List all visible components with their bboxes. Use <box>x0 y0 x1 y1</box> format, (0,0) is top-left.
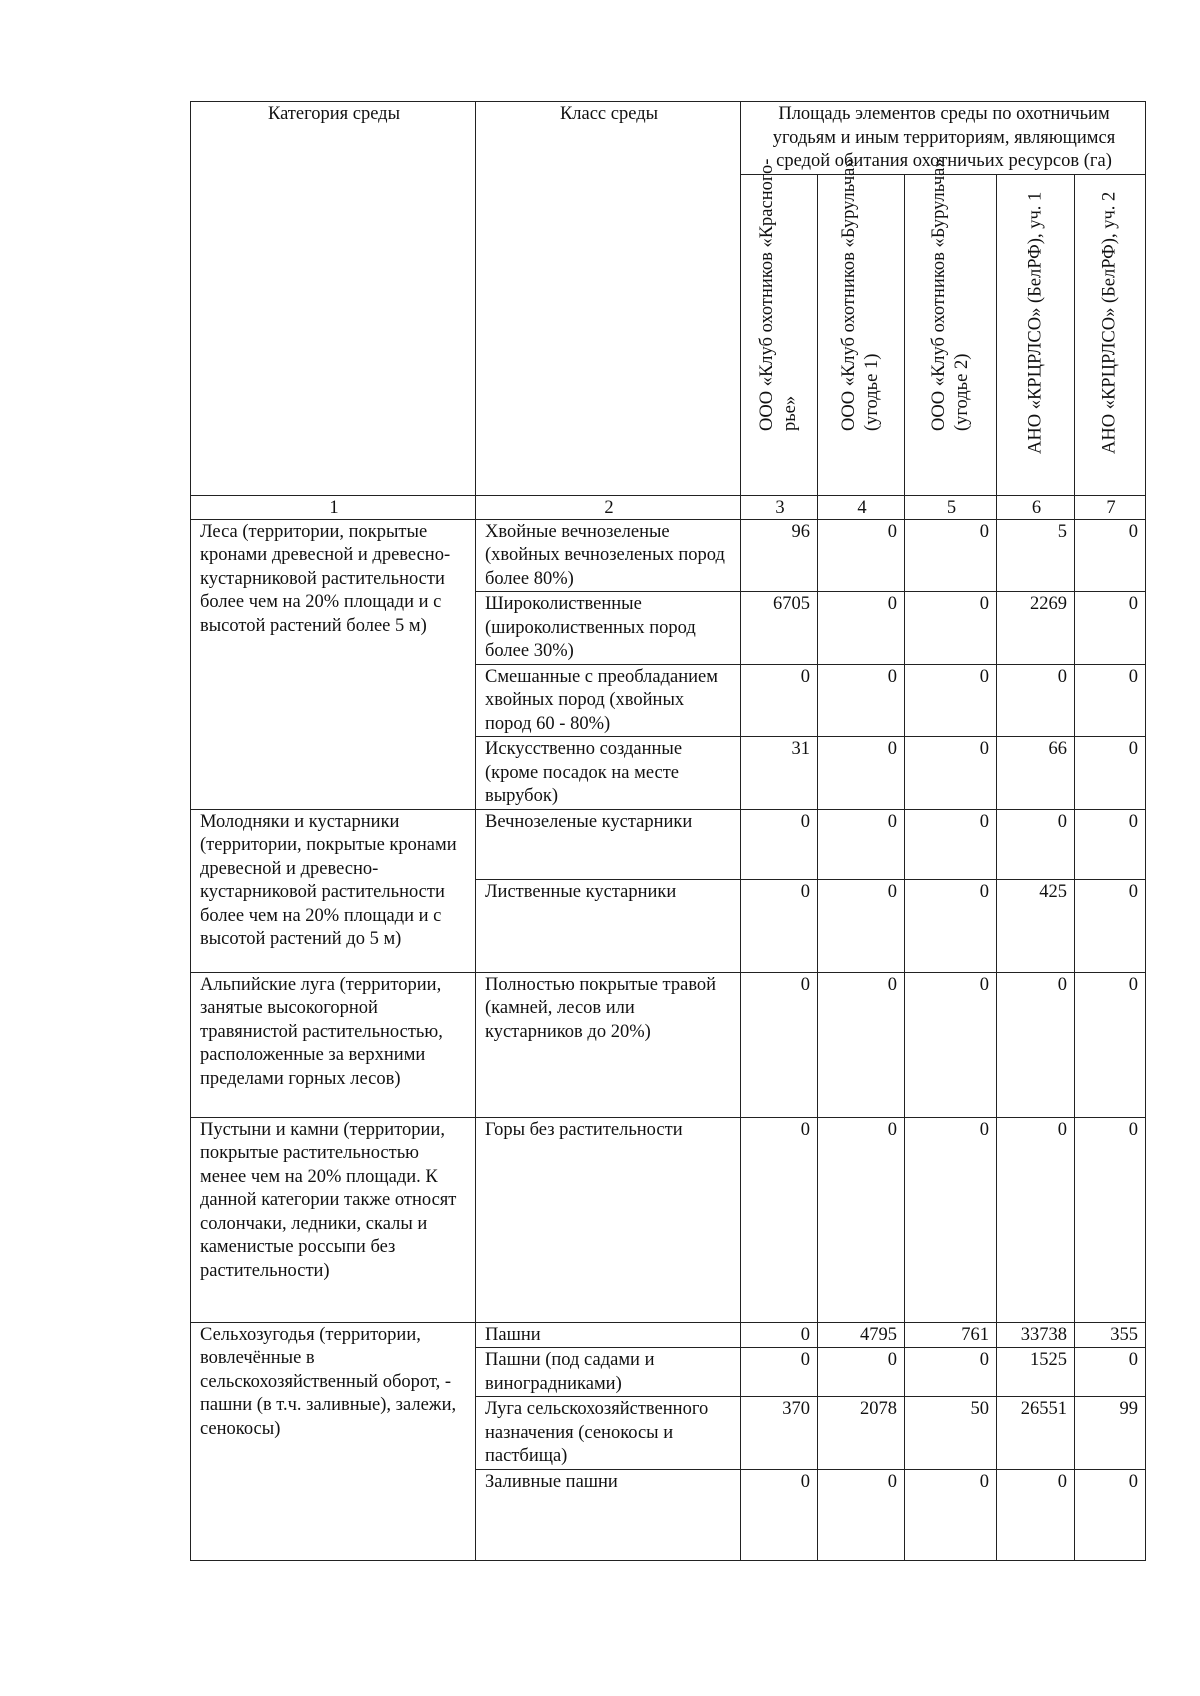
value-cell: 0 <box>1075 592 1146 665</box>
value-cell: 5 <box>997 519 1075 592</box>
value-cell: 0 <box>818 737 905 810</box>
value-cell: 1525 <box>997 1348 1075 1397</box>
column-index: 7 <box>1075 495 1146 519</box>
value-cell: 0 <box>997 1469 1075 1560</box>
class-cell: Пашни <box>476 1322 741 1348</box>
value-cell: 0 <box>818 1469 905 1560</box>
value-cell: 0 <box>1075 879 1146 972</box>
class-cell: Смешанные с преобладанием хвойных пород (хвойных пород 60 - 80%) <box>476 664 741 737</box>
value-cell: 0 <box>905 809 997 879</box>
value-cell: 0 <box>1075 972 1146 1117</box>
value-cell: 0 <box>905 879 997 972</box>
category-cell: Молодняки и кустарники (территории, покрытые кронами древесной и древесно-кустарниковой растительности более чем на 20% площади и с высотой растений до 5 м) <box>191 809 476 972</box>
column-index: 6 <box>997 495 1075 519</box>
class-cell: Лиственные кустарники <box>476 879 741 972</box>
header-row <box>191 102 1146 175</box>
value-cell: 0 <box>818 664 905 737</box>
column-header: ООО «Клуб охотников «Красного-рье» <box>741 174 818 495</box>
value-cell: 355 <box>1075 1322 1146 1348</box>
value-cell: 0 <box>741 664 818 737</box>
class-cell: Пашни (под садами и виноградниками) <box>476 1348 741 1397</box>
value-cell: 66 <box>997 737 1075 810</box>
table-row <box>191 972 1146 1117</box>
table-row <box>191 519 1146 592</box>
class-header: Класс среды <box>476 102 741 496</box>
value-cell: 0 <box>905 737 997 810</box>
column-index: 1 <box>191 495 476 519</box>
value-cell: 0 <box>818 519 905 592</box>
value-cell: 0 <box>741 1322 818 1348</box>
column-index: 2 <box>476 495 741 519</box>
value-cell: 0 <box>905 592 997 665</box>
value-cell: 2269 <box>997 592 1075 665</box>
column-index: 5 <box>905 495 997 519</box>
value-cell: 0 <box>1075 1117 1146 1322</box>
value-cell: 370 <box>741 1397 818 1470</box>
habitat-area-table <box>190 101 1146 1561</box>
class-cell: Луга сельскохозяйственного назначения (сенокосы и пастбища) <box>476 1397 741 1470</box>
class-cell: Заливные пашни <box>476 1469 741 1560</box>
value-cell: 33738 <box>997 1322 1075 1348</box>
category-cell: Альпийские луга (территории, занятые высокогорной травянистой растительностью, расположенные за верхними пределами горных лесов) <box>191 972 476 1117</box>
class-cell: Хвойные вечнозеленые (хвойных вечнозеленых пород более 80%) <box>476 519 741 592</box>
column-index: 3 <box>741 495 818 519</box>
value-cell: 99 <box>1075 1397 1146 1470</box>
value-cell: 0 <box>1075 664 1146 737</box>
class-cell: Широколиственные (широколиственных пород более 30%) <box>476 592 741 665</box>
table-row <box>191 1117 1146 1322</box>
value-cell: 96 <box>741 519 818 592</box>
value-cell: 31 <box>741 737 818 810</box>
value-cell: 0 <box>741 1348 818 1397</box>
value-cell: 0 <box>818 592 905 665</box>
value-cell: 0 <box>741 879 818 972</box>
value-cell: 50 <box>905 1397 997 1470</box>
category-header: Категория среды <box>191 102 476 496</box>
value-cell: 0 <box>997 664 1075 737</box>
value-cell: 0 <box>905 972 997 1117</box>
area-group-header: Площадь элементов среды по охотничьим угодьям и иным территориям, являющимся средой обитания охотничьих ресурсов (га) <box>741 102 1146 175</box>
value-cell: 0 <box>905 664 997 737</box>
class-cell: Вечнозеленые кустарники <box>476 809 741 879</box>
value-cell: 0 <box>905 519 997 592</box>
category-cell: Сельхозугодья (территории, вовлечённые в сельскохозяйственный оборот, - пашни (в т.ч. заливные), залежи, сенокосы) <box>191 1322 476 1560</box>
value-cell: 0 <box>818 972 905 1117</box>
value-cell: 0 <box>1075 809 1146 879</box>
category-cell: Леса (территории, покрытые кронами древесной и древесно-кустарниковой растительности более чем на 20% площади и с высотой растений более 5 м) <box>191 519 476 809</box>
value-cell: 0 <box>905 1469 997 1560</box>
column-index: 4 <box>818 495 905 519</box>
value-cell: 761 <box>905 1322 997 1348</box>
value-cell: 0 <box>818 809 905 879</box>
value-cell: 4795 <box>818 1322 905 1348</box>
value-cell: 425 <box>997 879 1075 972</box>
value-cell: 0 <box>741 1469 818 1560</box>
table-row <box>191 809 1146 879</box>
table-row <box>191 1322 1146 1348</box>
value-cell: 0 <box>818 879 905 972</box>
value-cell: 0 <box>818 1348 905 1397</box>
value-cell: 0 <box>818 1117 905 1322</box>
value-cell: 0 <box>1075 519 1146 592</box>
value-cell: 2078 <box>818 1397 905 1470</box>
value-cell: 0 <box>1075 1348 1146 1397</box>
class-cell: Искусственно созданные (кроме посадок на месте вырубок) <box>476 737 741 810</box>
column-header: ООО «Клуб охотников «Бурульча» (угодье 1) <box>818 174 905 495</box>
value-cell: 0 <box>997 1117 1075 1322</box>
value-cell: 0 <box>1075 737 1146 810</box>
value-cell: 0 <box>741 1117 818 1322</box>
value-cell: 6705 <box>741 592 818 665</box>
index-row <box>191 495 1146 519</box>
value-cell: 0 <box>741 809 818 879</box>
class-cell: Полностью покрытые травой (камней, лесов или кустарников до 20%) <box>476 972 741 1117</box>
value-cell: 26551 <box>997 1397 1075 1470</box>
value-cell: 0 <box>741 972 818 1117</box>
category-cell: Пустыни и камни (территории, покрытые растительностью менее чем на 20% площади. К данной категории также относят солончаки, ледники, скалы и каменистые россыпи без растительности) <box>191 1117 476 1322</box>
value-cell: 0 <box>1075 1469 1146 1560</box>
class-cell: Горы без растительности <box>476 1117 741 1322</box>
value-cell: 0 <box>905 1117 997 1322</box>
value-cell: 0 <box>905 1348 997 1397</box>
value-cell: 0 <box>997 972 1075 1117</box>
column-header: ООО «Клуб охотников «Бурульча» (угодье 2) <box>905 174 997 495</box>
column-header: АНО «КРЦРЛСО» (БелРФ), уч. 2 <box>1075 174 1146 495</box>
column-header: АНО «КРЦРЛСО» (БелРФ), уч. 1 <box>997 174 1075 495</box>
value-cell: 0 <box>997 809 1075 879</box>
